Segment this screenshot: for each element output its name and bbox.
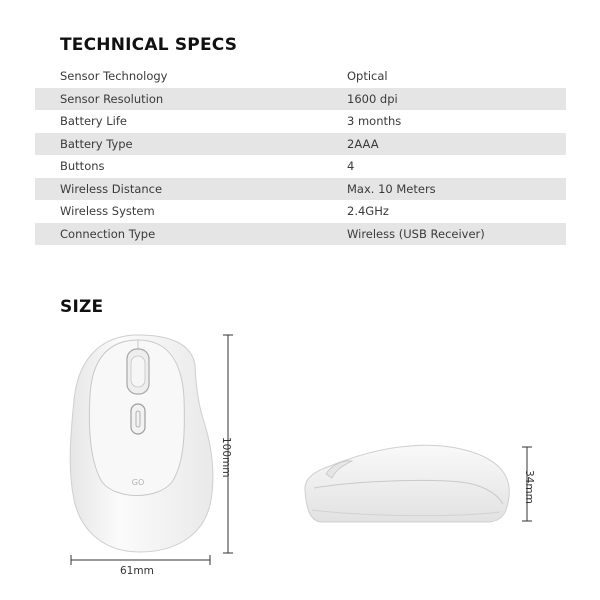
spec-label: Buttons bbox=[60, 159, 105, 174]
spec-label: Connection Type bbox=[60, 226, 156, 241]
mouse-side-view bbox=[305, 445, 509, 522]
spec-label: Battery Type bbox=[60, 136, 133, 151]
spec-value: Max. 10 Meters bbox=[347, 181, 436, 196]
mouse-top-view bbox=[70, 335, 213, 552]
size-title: SIZE bbox=[60, 297, 104, 317]
spec-label: Battery Life bbox=[60, 114, 127, 129]
spec-label: Sensor Technology bbox=[60, 69, 168, 84]
spec-value: 1600 dpi bbox=[347, 91, 398, 106]
spec-value: 3 months bbox=[347, 114, 402, 129]
scroll-wheel-inner bbox=[131, 356, 145, 387]
spec-value: Optical bbox=[347, 69, 388, 84]
side-body bbox=[305, 445, 509, 522]
spec-label: Wireless System bbox=[60, 204, 155, 219]
spec-value: 2.4GHz bbox=[347, 204, 389, 219]
width-dimension-label: 61mm bbox=[120, 565, 154, 577]
width-dimension-line bbox=[71, 555, 210, 565]
brand-logo: GO bbox=[131, 478, 145, 487]
length-dimension-label: 100mm bbox=[220, 437, 232, 478]
spec-value: Wireless (USB Receiver) bbox=[347, 226, 485, 241]
spec-value: 4 bbox=[347, 159, 355, 174]
spec-label: Wireless Distance bbox=[60, 181, 163, 196]
specs-title: TECHNICAL SPECS bbox=[60, 35, 238, 55]
spec-label: Sensor Resolution bbox=[60, 91, 164, 106]
spec-value: 2AAA bbox=[347, 136, 379, 151]
height-dimension-label: 34mm bbox=[523, 470, 535, 504]
dpi-button bbox=[131, 404, 145, 434]
